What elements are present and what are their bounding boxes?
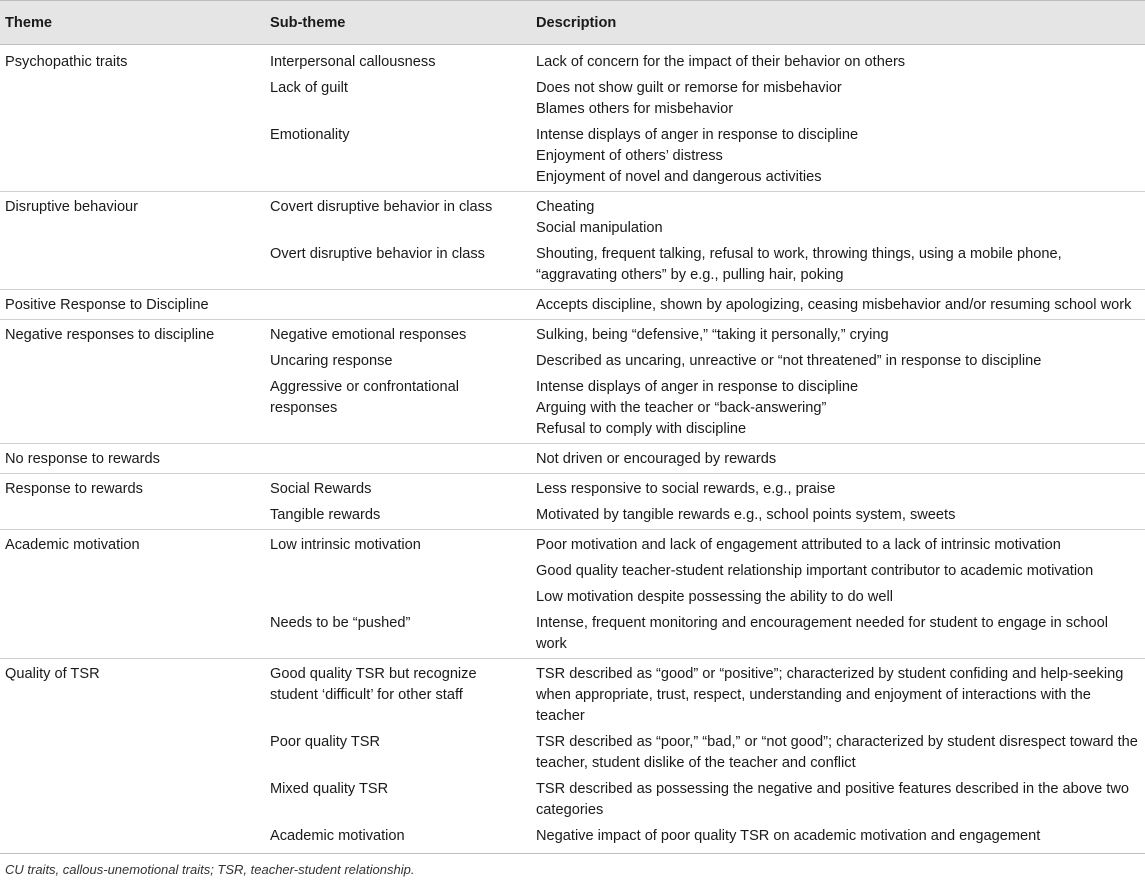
table-row xyxy=(0,824,1145,854)
table-row xyxy=(0,192,1145,243)
table-row xyxy=(0,659,1145,731)
description-line: Does not show guilt or remorse for misbehavior xyxy=(536,80,842,96)
table-row xyxy=(0,320,1145,350)
table-header xyxy=(0,1,1145,45)
table-body xyxy=(0,45,1145,854)
description-line: Lack of concern for the impact of their behavior on others xyxy=(536,54,906,70)
cell-theme: Academic motivation xyxy=(0,530,265,560)
cell-description xyxy=(531,349,1145,375)
cell-description xyxy=(531,659,1145,731)
cell-description xyxy=(531,192,1145,243)
cell-theme xyxy=(0,611,265,659)
cell-sub-theme xyxy=(265,290,531,320)
description-line: Not driven or encouraged by rewards xyxy=(536,451,777,467)
table-row xyxy=(0,123,1145,192)
cell-sub-theme: Uncaring response xyxy=(270,353,393,369)
cell-theme: No response to rewards xyxy=(0,444,265,474)
description-line: Intense displays of anger in response to discipline xyxy=(536,379,859,395)
table-row xyxy=(0,503,1145,530)
description-line: Blames others for misbehavior xyxy=(536,101,734,117)
cell-sub-theme: Overt disruptive behavior in class xyxy=(270,246,485,262)
table-row xyxy=(0,777,1145,824)
cell-sub-theme: Mixed quality TSR xyxy=(270,781,389,797)
cell-sub-theme: Poor quality TSR xyxy=(270,734,381,750)
cell-sub-theme: Low intrinsic motivation xyxy=(265,530,531,560)
cell-sub-theme xyxy=(265,444,531,474)
cell-description xyxy=(531,123,1145,192)
cell-theme xyxy=(0,349,265,375)
description-line: Sulking, being “defensive,” “taking it personally,” crying xyxy=(536,327,889,343)
cell-description xyxy=(531,320,1145,350)
cell-theme xyxy=(0,123,265,192)
description-line: Enjoyment of novel and dangerous activities xyxy=(536,169,822,185)
table-row xyxy=(0,76,1145,123)
cell-description xyxy=(531,503,1145,530)
description-line: Low motivation despite possessing the ability to do well xyxy=(536,589,893,605)
table-row xyxy=(0,375,1145,444)
cell-description xyxy=(531,559,1145,585)
cell-theme: Response to rewards xyxy=(0,474,265,504)
cell-sub-theme: Social Rewards xyxy=(265,474,531,504)
cell-description xyxy=(531,45,1145,77)
cell-theme: Disruptive behaviour xyxy=(0,192,265,243)
cell-theme xyxy=(0,242,265,290)
cell-description xyxy=(531,730,1145,777)
description-line: Good quality teacher-student relationship important contributor to academic motivation xyxy=(536,563,1094,579)
cell-description xyxy=(531,76,1145,123)
description-line: Shouting, frequent talking, refusal to work, throwing things, using a mobile phone, “aggravating others” by e.g., pulling hair, poking xyxy=(536,246,1062,283)
cell-sub-theme: Academic motivation xyxy=(265,824,531,854)
table-row xyxy=(0,290,1145,320)
header-theme: Theme xyxy=(0,1,265,45)
cell-sub-theme: Negative emotional responses xyxy=(265,320,531,350)
cell-description xyxy=(531,242,1145,290)
cell-sub-theme xyxy=(265,585,531,611)
cell-theme: Psychopathic traits xyxy=(5,54,128,70)
cell-description xyxy=(531,290,1145,320)
description-line: Motivated by tangible rewards e.g., school points system, sweets xyxy=(536,507,956,523)
description-line: Negative impact of poor quality TSR on academic motivation and engagement xyxy=(536,828,1041,844)
cell-sub-theme: Emotionality xyxy=(270,127,350,143)
description-line: TSR described as “good” or “positive”; characterized by student confiding and help-seeking when appropriate, trust, respect, understanding and enjoyment of interactions with the teacher xyxy=(536,666,1124,724)
cell-theme xyxy=(0,503,265,530)
cell-theme xyxy=(0,559,265,585)
cell-sub-theme: Covert disruptive behavior in class xyxy=(265,192,531,243)
table-row xyxy=(0,611,1145,659)
description-line: Social manipulation xyxy=(536,220,663,236)
cell-description xyxy=(531,530,1145,560)
table-row xyxy=(0,585,1145,611)
cell-theme xyxy=(0,585,265,611)
cell-sub-theme: Interpersonal callousness xyxy=(270,54,436,70)
cell-sub-theme xyxy=(265,559,531,585)
table-row xyxy=(0,530,1145,560)
cell-description xyxy=(531,611,1145,659)
table-row xyxy=(0,444,1145,474)
cell-sub-theme: Good quality TSR but recognize student ‘difficult’ for other staff xyxy=(265,659,531,731)
table-row xyxy=(0,474,1145,504)
cell-theme: Quality of TSR xyxy=(0,659,265,731)
description-line: Intense displays of anger in response to discipline xyxy=(536,127,859,143)
cell-theme xyxy=(0,777,265,824)
description-line: TSR described as possessing the negative and positive features described in the above two categories xyxy=(536,781,1130,818)
table-row xyxy=(0,242,1145,290)
cell-sub-theme: Needs to be “pushed” xyxy=(270,615,411,631)
cell-description xyxy=(531,444,1145,474)
cell-description xyxy=(531,824,1145,854)
description-line: Enjoyment of others’ distress xyxy=(536,148,723,164)
description-line: Intense, frequent monitoring and encouragement needed for student to engage in school work xyxy=(536,615,1108,652)
description-line: Described as uncaring, unreactive or “not threatened” in response to discipline xyxy=(536,353,1042,369)
header-description: Description xyxy=(531,1,1145,45)
header-row xyxy=(0,1,1145,45)
cell-sub-theme: Aggressive or confrontational responses xyxy=(270,379,460,416)
cell-theme xyxy=(0,375,265,444)
description-line: Less responsive to social rewards, e.g., praise xyxy=(536,481,836,497)
cell-theme xyxy=(0,76,265,123)
header-sub-theme: Sub-theme xyxy=(265,1,531,45)
table-footnote: CU traits, callous-unemotional traits; TSR, teacher-student relationship. xyxy=(5,862,415,877)
table-row xyxy=(0,45,1145,77)
description-line: Cheating xyxy=(536,199,595,215)
description-line: Poor motivation and lack of engagement attributed to a lack of intrinsic motivation xyxy=(536,537,1061,553)
cell-description xyxy=(531,777,1145,824)
cell-theme xyxy=(0,730,265,777)
cell-sub-theme: Lack of guilt xyxy=(270,80,348,96)
cell-description xyxy=(531,474,1145,504)
table-row xyxy=(0,730,1145,777)
description-line: Accepts discipline, shown by apologizing, ceasing misbehavior and/or resuming school work xyxy=(536,297,1132,313)
description-line: TSR described as “poor,” “bad,” or “not good”; characterized by student disrespect toward the teacher, student dislike of the teacher and conflict xyxy=(536,734,1138,771)
cell-description xyxy=(531,585,1145,611)
cell-theme: Negative responses to discipline xyxy=(0,320,265,350)
table-row xyxy=(0,559,1145,585)
cell-theme: Positive Response to Discipline xyxy=(0,290,265,320)
cell-sub-theme: Tangible rewards xyxy=(270,507,381,523)
cell-description xyxy=(531,375,1145,444)
description-line: Arguing with the teacher or “back-answering” xyxy=(536,400,827,416)
table-row xyxy=(0,349,1145,375)
description-line: Refusal to comply with discipline xyxy=(536,421,747,437)
cell-theme xyxy=(0,824,265,854)
